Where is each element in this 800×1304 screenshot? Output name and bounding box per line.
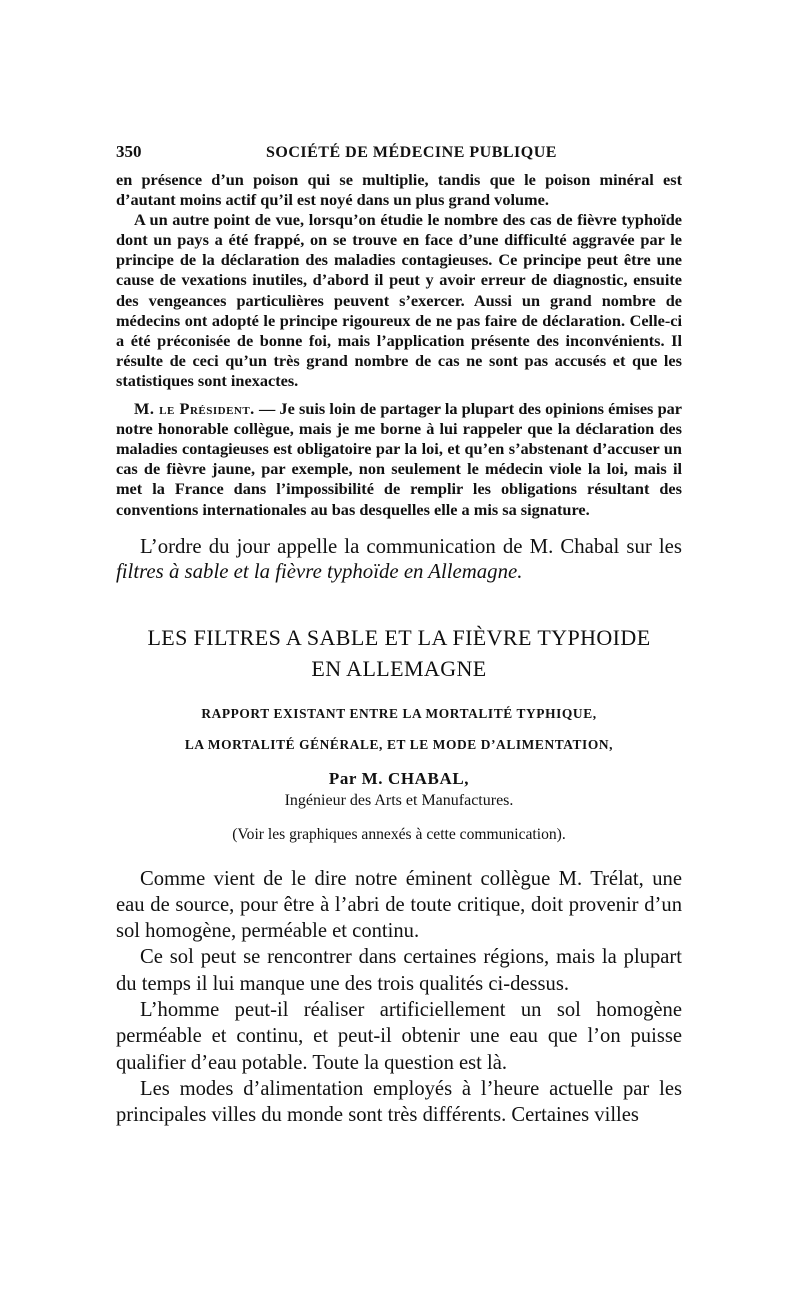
author-affiliation: Ingénieur des Arts et Manufactures. xyxy=(284,791,514,809)
article-title-line: EN ALLEMAGNE xyxy=(311,655,487,681)
article-subtitle xyxy=(116,698,682,760)
order-of-day-topic: filtres à sable et la fièvre typhoïde en Allemagne. xyxy=(116,559,523,583)
president-remark-text: — Je suis loin de partager la plupart des opinions émises par notre honorable collègue, mais je me borne à lui rappeler que la déclaration des maladies contagieuses est obligatoire par la loi, et qu’en s’abstenant d’accuser un cas de fièvre jaune, par exemple, non seulement le médecin viole la loi, mais il met la France dans l’impossibilité de remplir les obligations résultant des conventions internationales au bas desquelles elle a mis sa signature. xyxy=(116,399,682,519)
discussion-section xyxy=(116,170,682,520)
article-author: Par M. CHABAL, xyxy=(328,768,470,788)
page-header xyxy=(116,142,682,170)
article-subtitle-line: RAPPORT EXISTANT ENTRE LA MORTALITÉ TYPHIQUE, xyxy=(201,705,597,721)
article-paragraph: L’homme peut-il réaliser artificiellement un sol homogène perméable et continu, et peut-il obtenir une eau que l’on puisse qualifier d’eau potable. Toute la question est là. xyxy=(116,999,682,1074)
article-paragraph: Les modes d’alimentation employés à l’heure actuelle par les principales villes du monde sont très différents. Certaines villes xyxy=(116,1077,682,1127)
article-paragraph: Comme vient de le dire notre éminent collègue M. Trélat, une eau de source, pour être à l’abri de toute critique, doit provenir d’un sol homogène, perméable et continu. xyxy=(116,867,682,943)
article-body xyxy=(116,866,682,1129)
graphics-note: (Voir les graphiques annexés à cette communication). xyxy=(232,825,566,843)
article-paragraph: Ce sol peut se rencontrer dans certaines régions, mais la plupart du temps il lui manque une des trois qualités ci-dessus. xyxy=(116,946,682,995)
page-number: 350 xyxy=(116,142,142,161)
discussion-paragraph: A un autre point de vue, lorsqu’on étudie le nombre des cas de fièvre typhoïde dont un pays a été frappé, on se trouve en face d’une difficulté aggravée par le principe de la déclaration des maladies contagieuses. Ce principe peut être une cause de vexations inutiles, d’abord il peut y avoir erreur de diagnostic, ensuite des vengeances particulières peuvent s’exercer. Aussi un grand nombre de médecins ont adopté le principe rigoureux de ne pas faire de déclaration. Celle-ci a été préconisée de bonne foi, mais l’application présente des inconvénients. Il résulte de ceci qu’un très grand nombre de cas ne sont pas accusés et que les statistiques sont inexactes. xyxy=(116,210,682,390)
article-title xyxy=(116,622,682,684)
page xyxy=(116,142,682,1129)
article-subtitle-line: LA MORTALITÉ GÉNÉRALE, ET LE MODE D’ALIMENTATION, xyxy=(184,736,614,752)
president-remark xyxy=(116,399,682,520)
speaker-name: M. le Président. xyxy=(134,399,255,419)
order-of-day xyxy=(116,534,682,584)
discussion-paragraph: en présence d’un poison qui se multiplie, tandis que le poison minéral est d’autant moins actif qu’il est noyé dans un plus grand volume. xyxy=(116,170,682,210)
order-of-day-text: L’ordre du jour appelle la communication de M. Chabal sur les xyxy=(140,534,682,558)
article-title-line: LES FILTRES A SABLE ET LA FIÈVRE TYPHOIDE xyxy=(147,624,651,650)
running-title: SOCIÉTÉ DE MÉDECINE PUBLIQUE xyxy=(266,144,557,161)
